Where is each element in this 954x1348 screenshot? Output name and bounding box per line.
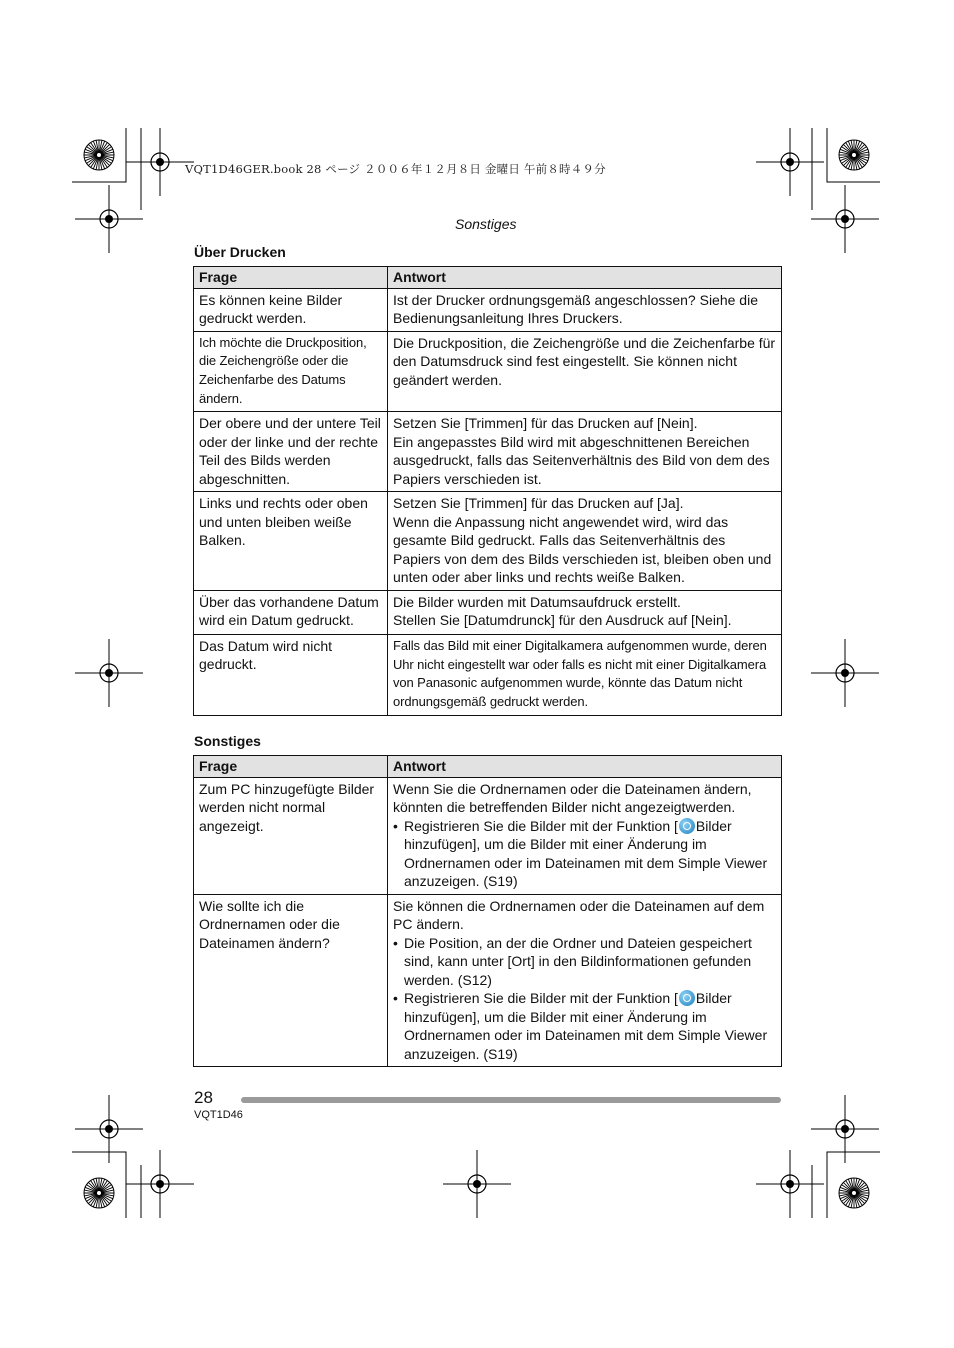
column-header-question: Frage [194, 267, 388, 289]
answer-text: Die Bilder wurden mit Datumsaufdruck erstellt. [393, 593, 681, 610]
bullet-text: Die Position, an der die Ordner und Dateien gespeichert sind, kann unter [Ort] in den Bildinformationen gefunden werden. (S12) [404, 934, 752, 988]
bullet-text: Registrieren Sie die Bilder mit der Funktion [ [404, 817, 678, 834]
answer-cell [388, 894, 782, 1067]
answer-text: Setzen Sie [Trimmen] für das Drucken auf [Nein]. [393, 415, 698, 432]
question-cell: Links und rechts oder oben und unten bleiben weiße Balken. [194, 492, 388, 591]
answer-cell [388, 331, 782, 412]
answer-cell [388, 288, 782, 331]
document-code: VQT1D46 [194, 1109, 243, 1121]
answer-cell [388, 634, 782, 715]
answer-bullet-list [393, 817, 776, 891]
answer-text: Sie können die Ordnernamen oder die Dateinamen auf dem PC ändern. [393, 897, 765, 932]
add-images-function-icon [679, 818, 695, 834]
column-header-answer: Antwort [388, 267, 782, 289]
answer-bullet [393, 934, 776, 990]
answer-cell [388, 590, 782, 634]
question-cell: Wie sollte ich die Ordnernamen oder die Dateinamen ändern? [194, 894, 388, 1067]
bullet-text: Registrieren Sie die Bilder mit der Funktion [ [404, 990, 678, 1006]
column-header-question: Frage [194, 756, 388, 778]
answer-text: Wenn die Anpassung nicht angewendet wird, wird das gesamte Bild gedruckt. Falls das Seitenverhältnis des Papiers von dem des Bilds verschieden ist, bleiben oben und unten oder aber links und rechts weiße Balken. [393, 513, 772, 586]
answer-cell [388, 777, 782, 894]
faq-table-other [193, 755, 782, 1067]
table-row [194, 492, 782, 591]
answer-text: Wenn Sie die Ordnernamen oder die Dateinamen ändern, könnten die betreffenden Bilder nicht angezeigtwerden. [393, 780, 752, 815]
answer-bullet [393, 817, 776, 891]
answer-text: Setzen Sie [Trimmen] für das Drucken auf [Ja]. [393, 495, 684, 512]
faq-table-printing [193, 266, 782, 716]
answer-text: Ein angepasstes Bild wird mit abgeschnittenen Bereichen ausgedruckt, falls das Seitenverhältnis des Bild von dem des Papiers verschieden ist. [393, 433, 770, 487]
section-title-printing: Über Drucken [194, 244, 286, 260]
column-header-answer: Antwort [388, 756, 782, 778]
question-cell: Das Datum wird nicht gedruckt. [194, 634, 388, 715]
question-cell: Es können keine Bilder gedruckt werden. [194, 288, 388, 331]
table-row [194, 412, 782, 492]
answer-cell [388, 492, 782, 591]
running-section-label: Sonstiges [455, 216, 517, 232]
print-job-header: VQT1D46GER.book 28 ページ ２００６年１２月８日 金曜日 午前８時４９分 [185, 162, 606, 176]
question-cell: Über das vorhandene Datum wird ein Datum gedruckt. [194, 590, 388, 634]
footer-rule [241, 1097, 781, 1103]
answer-cell [388, 412, 782, 492]
answer-bullet-list [393, 934, 776, 1064]
answer-text: Ist der Drucker ordnungsgemäß angeschlossen? Siehe die Bedienungsanleitung Ihres Druckers. [393, 291, 758, 326]
table-row [194, 634, 782, 715]
table-header-row [194, 267, 782, 289]
answer-bullet [393, 989, 776, 1063]
table-row [194, 590, 782, 634]
page-number: 28 [194, 1088, 213, 1107]
bullet-text: Bilder hinzufügen], um die Bilder mit einer Änderung im Ordnernamen oder im Dateinamen mit dem Simple Viewer anzuzeigen. (S19) [404, 990, 768, 1062]
answer-text: Stellen Sie [Datumdrunck] für den Ausdruck auf [Nein]. [393, 612, 732, 629]
table-row [194, 331, 782, 412]
answer-text: Falls das Bild mit einer Digitalkamera aufgenommen wurde, deren Uhr nicht eingestellt war oder falls es nicht mit einer Digitalkamera von Panasonic aufgenommen wurde, könnte das Datum nicht ordnungsgemäß gedruckt werden. [393, 637, 767, 709]
add-images-function-icon [679, 990, 695, 1006]
section-title-other: Sonstiges [194, 733, 261, 749]
bullet-text: Bilder hinzufügen], um die Bilder mit einer Änderung im Ordnernamen oder im Dateinamen mit dem Simple Viewer anzuzeigen. (S19) [404, 817, 768, 889]
question-cell: Zum PC hinzugefügte Bilder werden nicht normal angezeigt. [194, 777, 388, 894]
table-header-row [194, 756, 782, 778]
table-row [194, 894, 782, 1067]
table-row [194, 777, 782, 894]
question-cell: Ich möchte die Druckposition, die Zeichengröße oder die Zeichenfarbe des Datums ändern. [194, 331, 388, 412]
table-row [194, 288, 782, 331]
question-cell: Der obere und der untere Teil oder der linke und der rechte Teil des Bilds werden abgeschnitten. [194, 412, 388, 492]
answer-text: Die Druckposition, die Zeichengröße und die Zeichenfarbe für den Datumsdruck sind fest eingestellt. Sie können nicht geändert werden. [393, 334, 776, 388]
